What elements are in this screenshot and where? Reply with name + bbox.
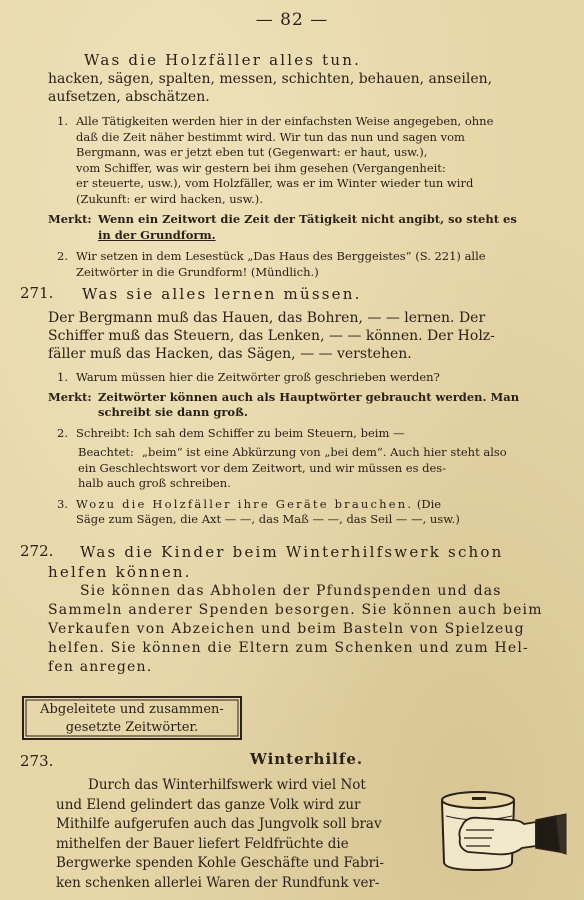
collection-tin-with-hand-icon [432, 776, 568, 876]
merkt-line: in der Grundform. [98, 227, 216, 242]
section-271-item-3 [48, 497, 560, 528]
merkt-label: Merkt: [48, 212, 92, 226]
section-272-number: 272. [20, 542, 54, 560]
section-271-line: fäller muß das Hacken, das Sägen, — — verstehen. [48, 346, 412, 362]
intro-item-2-line: Zeitwörter in die Grundform! (Mündlich.) [76, 264, 319, 279]
section-271-body [48, 309, 560, 363]
section-271-item-2-text: Schreibt: Ich sah dem Schiffer zu beim Steuern, beim — [76, 425, 405, 440]
merkt-line: Wenn ein Zeitwort die Zeit der Tätigkeit nicht angibt, so steht es [98, 212, 517, 226]
intro-activities: hacken, sägen, spalten, messen, schichten, behauen, anseilen, aufsetzen, abschätzen. [48, 71, 493, 105]
section-273-line: Mithilfe aufgerufen auch das Jungvolk soll brav [56, 816, 382, 833]
intro-item-1-line: Alle Tätigkeiten werden hier in der einfachsten Weise angegeben, ohne [76, 114, 494, 128]
intro-item-2-number: 2. [57, 249, 68, 263]
section-heading-box [22, 696, 242, 740]
section-272-title-line: Was die Kinder beim Winterhilfswerk schon [80, 543, 504, 561]
beachtet-line: ein Geschlechtswort vor dem Zeitwort, und wir müssen es des- [78, 460, 447, 475]
section-273-line: und Elend gelindert das ganze Volk wird zur [56, 796, 361, 813]
section-272-title [80, 542, 562, 562]
section-271-item-3-line: Säge zum Sägen, die Axt — —, das Maß — —, das Seil — —, usw.) [76, 512, 460, 526]
section-271-merkt-note [48, 390, 560, 421]
section-271-item-3-title: Wozu die Holzfäller ihre Geräte brauchen. [76, 496, 414, 511]
section-272-body: fen anregen. [48, 659, 153, 675]
merkt-line: schreibt sie dann groß. [98, 405, 248, 419]
section-271-item-2 [48, 426, 560, 442]
section-271 [48, 284, 560, 528]
intro-item-1-line: (Zukunft: er wird hacken, usw.). [76, 191, 263, 206]
beachtet-line: halb auch groß schreiben. [78, 476, 231, 490]
intro-item-1-line: er steuerte, usw.), vom Holzfäller, was er im Winter wieder tun wird [76, 176, 474, 190]
box-line: gesetzte Zeitwörter. [65, 720, 199, 735]
intro-section [48, 50, 560, 280]
page-number: — 82 — [255, 10, 329, 30]
merkt-line: Zeitwörter können auch als Hauptwörter gebraucht werden. Man [98, 389, 520, 404]
section-271-line: Schiffer muß das Steuern, das Lenken, — — können. Der Holz- [48, 328, 495, 344]
section-271-item-1-number: 1. [57, 370, 68, 384]
section-273-line: mithelfen der Bauer liefert Feldfrüchte die [56, 835, 349, 852]
section-273-line: Bergwerke spenden Kohle Geschäfte und Fabri- [56, 855, 384, 872]
section-271-item-2-number: 2. [57, 425, 68, 440]
merkt-label: Merkt: [48, 389, 92, 404]
section-272-body: helfen. Sie können die Eltern zum Schenken und zum Hel- [48, 640, 529, 656]
beachtet-line: „beim“ ist eine Abkürzung von „bei dem“. Auch hier steht also [142, 445, 507, 459]
intro-item-1-line: daß die Zeit näher bestimmt wird. Wir tun das nun und sagen vom [76, 129, 465, 144]
section-273-text [56, 776, 416, 894]
intro-item-1-number: 1. [57, 114, 68, 128]
beachtet-label: Beachtet: [78, 445, 134, 459]
intro-item-2 [48, 249, 560, 280]
section-271-item-1-text: Warum müssen hier die Zeitwörter groß geschrieben werden? [76, 370, 440, 384]
section-272-body: Verkaufen von Abzeichen und beim Basteln von Spielzeug [48, 621, 525, 637]
section-271-title: Was sie alles lernen müssen. [82, 285, 362, 303]
section-272-cont [48, 562, 562, 677]
section-271-beachtet-note [48, 445, 560, 492]
section-271-item-3-number: 3. [57, 496, 68, 511]
intro-item-1-line: Bergmann, was er jetzt eben tut (Gegenwart: er haut, usw.), [76, 145, 428, 159]
section-273-line: ken schenken allerlei Waren der Rundfunk ver- [56, 874, 380, 891]
box-line: Abgeleitete und zusammen- [40, 702, 224, 717]
section-272 [80, 542, 562, 562]
intro-item-1-line: vom Schiffer, was wir gestern bei ihm gesehen (Vergangenheit: [76, 160, 446, 175]
intro-merkt-note [48, 212, 560, 243]
section-271-number: 271. [20, 284, 54, 302]
section-272-body: Sammeln anderer Spenden besorgen. Sie können auch beim [48, 602, 543, 618]
intro-item-2-line: Wir setzen in dem Lesestück „Das Haus des Berggeistes“ (S. 221) alle [76, 249, 486, 263]
section-272-body-first: Sie können das Abholen der Pfundspenden und das [80, 583, 502, 599]
intro-title: Was die Holzfäller alles tun. [84, 51, 362, 69]
section-271-line: Der Bergmann muß das Hauen, das Bohren, — — lernen. Der [48, 310, 486, 326]
section-271-item-3-tail: (Die [416, 496, 442, 511]
section-273-title: Winterhilfe. [250, 750, 364, 768]
section-271-item-1 [48, 370, 560, 386]
section-273-line: Durch das Winterhilfswerk wird viel Not [88, 777, 366, 793]
intro-item-1 [48, 114, 560, 207]
section-273-number: 273. [20, 752, 54, 770]
section-272-title-line: helfen können. [48, 563, 192, 581]
